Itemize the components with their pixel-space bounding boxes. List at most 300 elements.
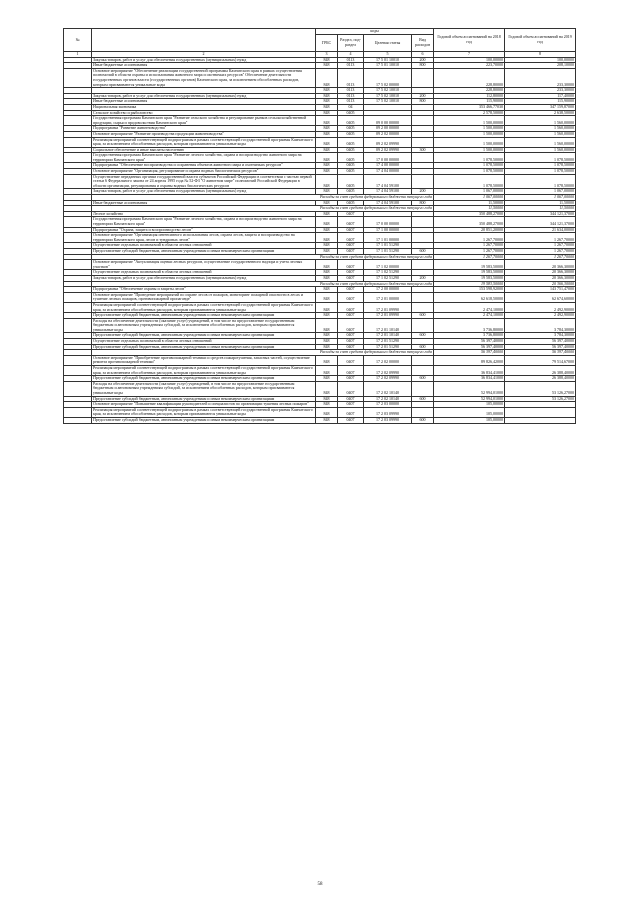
grbs-code: 848 [316, 110, 338, 116]
amount-2018: 62 618,50000 [434, 292, 505, 302]
grbs-code: 848 [316, 355, 338, 365]
amount-2018: 1 267,70000 [434, 254, 505, 260]
razdel-code: 0407 [338, 417, 364, 423]
row-name: Реализация мероприятий соответствующей подпрограммы в рамках соответствующей государственной программы Камчатского края, за исключением обособленных расходов, которым присваиваются уникальные коды [92, 366, 316, 376]
target-article-code: 17 5 01 10010 [364, 57, 412, 63]
target-article-code: 17 2 02 10140 [364, 396, 412, 402]
target-article-code: 17 2 01 10140 [364, 318, 412, 333]
grbs-code: 848 [316, 174, 338, 189]
column-number-cell: 4 [338, 52, 364, 58]
amount-2019: 79 514,67000 [505, 355, 576, 365]
razdel-code: 0407 [338, 302, 364, 312]
amount-2019: 1 067,00000 [505, 189, 576, 195]
grbs-code: 848 [316, 333, 338, 339]
expense-type-code: 600 [412, 417, 434, 423]
grbs-code: 848 [316, 116, 338, 126]
amount-2018: 105,00000 [434, 417, 505, 423]
grbs-code: 848 [316, 99, 338, 105]
razdel-code: 0407 [338, 233, 364, 243]
grbs-code: 848 [316, 211, 338, 217]
target-article-code: 17 2 03 09990 [364, 407, 412, 417]
amount-2018: 1 078,50000 [434, 163, 505, 169]
target-article-code: 17 2 01 51290 [364, 344, 412, 350]
row-number-cell [64, 233, 92, 243]
row-name: Государственная программа Камчатского края "Развитие лесного хозяйства, охрана и воспроизводство животного мира на территории Камчатского края" [92, 153, 316, 163]
row-number-cell [64, 217, 92, 227]
amount-2018: 3 736,80000 [434, 318, 505, 333]
amount-2018: 52 994,01000 [434, 396, 505, 402]
expense-type-code: 200 [412, 275, 434, 281]
row-name: Иные бюджетные ассигнования [92, 99, 316, 105]
razdel-code: 0407 [338, 318, 364, 333]
expense-type-code [412, 260, 434, 270]
grbs-code: 848 [316, 147, 338, 153]
grbs-code: 848 [316, 189, 338, 195]
amount-2019: 1 067,00000 [505, 195, 576, 201]
row-name: Реализация мероприятий соответствующей подпрограммы в рамках соответствующей государственной программы Камчатского края, за исключением обособленных расходов, которым присваиваются уникальные коды [92, 407, 316, 417]
target-article-code: 09 2 02 00000 [364, 131, 412, 137]
expense-type-code: 800 [412, 99, 434, 105]
row-number-cell [64, 260, 92, 270]
target-article-code: 17 4 04 59100 [364, 174, 412, 189]
row-name: Предоставление субсидий бюджетным, автономным учреждениям и иным некоммерческим организациям [92, 248, 316, 254]
grbs-code: 848 [316, 131, 338, 137]
amount-2018: 20 851,20000 [434, 227, 505, 233]
razdel-code: 0405 [338, 169, 364, 175]
row-number-cell [64, 366, 92, 376]
row-name: Государственная программа Камчатского края "Развитие сельского хозяйства и регулирование рынков сельскохозяйственной продукции, сырья и продовольствия Камчатского края" [92, 116, 316, 126]
amount-2018: 228,80000 [434, 68, 505, 87]
row-number-cell [64, 355, 92, 365]
grbs-code: 848 [316, 318, 338, 333]
row-name: Закупка товаров, работ и услуг для обеспечения государственных (муниципальных) нужд [92, 57, 316, 63]
amount-2018: 56 397,40000 [434, 344, 505, 350]
row-number-cell [64, 116, 92, 126]
row-name: Основное мероприятие "Развитие производства продукции животноводства" [92, 131, 316, 137]
razdel-code: 0405 [338, 116, 364, 126]
amount-2018: 115,90000 [434, 99, 505, 105]
razdel-code: 0407 [338, 407, 364, 417]
target-article-code: 17 2 01 10140 [364, 333, 412, 339]
target-article-code: 17 4 00 00000 [364, 163, 412, 169]
table-row [64, 116, 576, 126]
expense-type-code [412, 68, 434, 87]
column-number-cell: 7 [434, 52, 505, 58]
amount-2018: 19 583,50000 [434, 275, 505, 281]
amount-2019: 2 638,50000 [505, 110, 576, 116]
page-number: 58 [317, 882, 323, 887]
amount-2019: 143 751,47000 [505, 287, 576, 293]
amount-2018: 350 488,27000 [434, 217, 505, 227]
amount-2019: 20 366,30000 [505, 260, 576, 270]
amount-2019: 1 078,50000 [505, 174, 576, 189]
row-number-cell [64, 417, 92, 423]
razdel-code: 0407 [338, 402, 364, 408]
header-2019: Годовой объем ассигнований на 2019 год [505, 29, 576, 52]
razdel-code: 0407 [338, 333, 364, 339]
table-row [64, 318, 576, 333]
grbs-code: 848 [316, 217, 338, 227]
amount-2018: 1 500,00000 [434, 137, 505, 147]
table-row [64, 292, 576, 302]
target-article-code: 17 2 01 51290 [364, 339, 412, 345]
grbs-code: 848 [316, 407, 338, 417]
target-article-code: 17 5 02 10010 [364, 88, 412, 94]
row-name: Расходы на обеспечение деятельности (оказание услуг) учреждений, в том числе на предоставление государственным бюджетным и автономным учреждениям субсидий, за исключением обособленных расходов, которым присваиваются уникальные коды [92, 381, 316, 396]
target-article-code: 17 2 02 09990 [364, 376, 412, 382]
note-text: Расходы за счет средств федерального бюджета текущего года [92, 254, 434, 260]
amount-2018: 89 826,42000 [434, 355, 505, 365]
target-article-code: 17 2 03 09990 [364, 417, 412, 423]
razdel-code: 0407 [338, 292, 364, 302]
razdel-code: 0113 [338, 57, 364, 63]
amount-2019: 115,90000 [505, 99, 576, 105]
table-row [64, 174, 576, 189]
header-2018: Годовой объем ассигнований на 2018 год [434, 29, 505, 52]
razdel-code: 0407 [338, 275, 364, 281]
razdel-code: 0405 [338, 110, 364, 116]
target-article-code: 17 5 02 10010 [364, 99, 412, 105]
amount-2019: 1 078,50000 [505, 163, 576, 169]
amount-2018: 1 067,00000 [434, 189, 505, 195]
row-name: Предоставление субсидий бюджетным, автономным учреждениям и иным некоммерческим организациям [92, 396, 316, 402]
amount-2018: 100,00000 [434, 57, 505, 63]
header-vr: Вид расходов [412, 35, 434, 52]
column-number-cell: 8 [505, 52, 576, 58]
expense-type-code: 600 [412, 333, 434, 339]
expense-type-code [412, 381, 434, 396]
header-name [92, 29, 316, 52]
table-row [64, 366, 576, 376]
row-name: Расходы на обеспечение деятельности (оказание услуг) учреждений, в том числе на предоставление государственным бюджетным и автономным учреждениям субсидий, за исключением обособленных расходов, которым присваиваются уникальные коды [92, 318, 316, 333]
grbs-code: 848 [316, 153, 338, 163]
budget-table [63, 28, 576, 424]
target-article-code: 09 2 02 09990 [364, 147, 412, 153]
amount-2019: 3 784,30000 [505, 333, 576, 339]
amount-2018: 153 598,92000 [434, 287, 505, 293]
grbs-code: 848 [316, 292, 338, 302]
amount-2019: 117,40000 [505, 93, 576, 99]
column-number-cell: 2 [92, 52, 316, 58]
row-name: Подпрограмма "Обеспечение охраны и защиты лесов" [92, 287, 316, 293]
amount-2019: 233,30000 [505, 88, 576, 94]
row-name: Подпрограмма "Охрана, защита и воспроизводство лесов" [92, 227, 316, 233]
note-text: Расходы за счет средств федерального бюджета текущего года [92, 281, 434, 287]
amount-2019: 1 267,70000 [505, 248, 576, 254]
column-number-cell: 1 [64, 52, 92, 58]
expense-type-code: 600 [412, 313, 434, 319]
target-article-code: 17 0 00 00000 [364, 217, 412, 227]
amount-2019: 347 159,87000 [505, 104, 576, 110]
grbs-code: 848 [316, 275, 338, 281]
header-num: № [64, 29, 92, 52]
target-article-code: 17 1 02 00000 [364, 260, 412, 270]
amount-2019: 100,00000 [505, 57, 576, 63]
razdel-code: 0407 [338, 344, 364, 350]
note-text: Расходы за счет средств федерального бюджета текущего года [92, 206, 434, 212]
table-row [64, 260, 576, 270]
razdel-code: 0407 [338, 366, 364, 376]
amount-2019 [505, 407, 576, 417]
amount-2019: 20 366,30000 [505, 281, 576, 287]
amount-2019: 1 078,50000 [505, 153, 576, 163]
amount-2019: 1 078,50000 [505, 169, 576, 175]
razdel-code: 0113 [338, 99, 364, 105]
razdel-code: 0405 [338, 126, 364, 132]
row-name: Предоставление субсидий бюджетным, автономным учреждениям и иным некоммерческим организациям [92, 313, 316, 319]
header-razdel: Раздел, под-раздел [338, 35, 364, 52]
razdel-code: 0113 [338, 93, 364, 99]
row-name: Закупка товаров, работ и услуг для обеспечения государственных (муниципальных) нужд [92, 93, 316, 99]
amount-2018: 2 474,10000 [434, 302, 505, 312]
amount-2019: 2 492,90000 [505, 313, 576, 319]
table-row [64, 302, 576, 312]
amount-2018: 105,00000 [434, 407, 505, 417]
grbs-code: 848 [316, 243, 338, 249]
grbs-code: 848 [316, 270, 338, 276]
grbs-code: 848 [316, 260, 338, 270]
grbs-code: 848 [316, 104, 338, 110]
row-name: Реализация мероприятий соответствующей подпрограммы в рамках соответствующей государственной программы Камчатского края, за исключением обособленных расходов, которым присваиваются уникальные коды [92, 137, 316, 147]
row-number-cell [64, 318, 92, 333]
amount-2018: 11,50000 [434, 200, 505, 206]
table-row [64, 381, 576, 396]
table-row [64, 355, 576, 365]
target-article-code: 17 2 02 00000 [364, 355, 412, 365]
grbs-code: 848 [316, 313, 338, 319]
amount-2019: 56 397,40000 [505, 350, 576, 356]
target-article-code: 17 5 01 10010 [364, 63, 412, 69]
expense-type-code: 800 [412, 63, 434, 69]
row-name: Реализация мероприятий соответствующей подпрограммы в рамках соответствующей государственной программы Камчатского края, за исключением обособленных расходов, которым присваиваются уникальные коды [92, 302, 316, 312]
target-article-code: 17 5 02 10010 [364, 93, 412, 99]
grbs-code: 848 [316, 227, 338, 233]
grbs-code: 848 [316, 248, 338, 254]
row-name: Иные бюджетные ассигнования [92, 200, 316, 206]
amount-2019: 1 560,00000 [505, 126, 576, 132]
amount-2018: 19 583,50000 [434, 270, 505, 276]
expense-type-code: 300 [412, 147, 434, 153]
amount-2019: 233,30000 [505, 68, 576, 87]
target-article-code: 09 0 00 00000 [364, 116, 412, 126]
razdel-code: 0407 [338, 211, 364, 217]
table-row [64, 153, 576, 163]
amount-2019: 3 784,30000 [505, 318, 576, 333]
row-number-cell [64, 292, 92, 302]
header-cs: Целевая статья [364, 35, 412, 52]
amount-2019: 26 388,40000 [505, 366, 576, 376]
amount-2019: 53 126,27000 [505, 381, 576, 396]
expense-type-code: 600 [412, 376, 434, 382]
row-name: Закупка товаров, работ и услуг для обеспечения государственных (муниципальных) нужд [92, 275, 316, 281]
target-article-code: 17 0 00 00000 [364, 153, 412, 163]
amount-2018: 1 500,00000 [434, 126, 505, 132]
target-article-code: 17 1 01 51290 [364, 248, 412, 254]
amount-2019: 11,50000 [505, 200, 576, 206]
row-number-cell [64, 407, 92, 417]
amount-2018: 11,50000 [434, 206, 505, 212]
amount-2018: 1 267,70000 [434, 248, 505, 254]
amount-2018: 52 994,01000 [434, 381, 505, 396]
razdel-code: 0407 [338, 313, 364, 319]
target-article-code: 17 1 02 51290 [364, 270, 412, 276]
row-name: Основное мероприятие "Проведение мероприятий по охране лесов от пожаров, мониторинг пожарной опасности в лесах и тушение лесных пожаров, противопожарной пропаганде" [92, 292, 316, 302]
expense-type-code [412, 217, 434, 227]
razdel-code: 0113 [338, 88, 364, 94]
razdel-code: 0113 [338, 63, 364, 69]
row-name: Осуществление отдельных полномочий в области лесных отношений [92, 339, 316, 345]
expense-type-code [412, 153, 434, 163]
row-name: Национальная экономика [92, 104, 316, 110]
row-name: Сельское хозяйство и рыболовство [92, 110, 316, 116]
table-row [64, 233, 576, 243]
razdel-code: 0405 [338, 200, 364, 206]
amount-2019: 1 267,70000 [505, 243, 576, 249]
expense-type-code: 600 [412, 396, 434, 402]
amount-2018: 1 500,00000 [434, 116, 505, 126]
target-article-code: 17 4 04 59100 [364, 189, 412, 195]
amount-2018: 36 834,41000 [434, 366, 505, 376]
amount-2019: 11,50000 [505, 206, 576, 212]
expense-type-code: 200 [412, 93, 434, 99]
razdel-code: 0407 [338, 248, 364, 254]
amount-2019: 1 560,00000 [505, 137, 576, 147]
row-number-cell [64, 68, 92, 87]
razdel-code: 0407 [338, 381, 364, 396]
grbs-code: 848 [316, 169, 338, 175]
razdel-code: 0407 [338, 217, 364, 227]
razdel-code: 0407 [338, 243, 364, 249]
target-article-code: 17 2 01 09990 [364, 302, 412, 312]
amount-2018: 3 736,80000 [434, 333, 505, 339]
row-name: Основное мероприятие "Организация интенсивного использования лесов, охрана лесов, защита и воспроизводство на территории Камчатского края, лесов и тундровых лесов" [92, 233, 316, 243]
row-name: Подпрограмма "Развитие животноводства" [92, 126, 316, 132]
grbs-code: 848 [316, 366, 338, 376]
expense-type-code [412, 302, 434, 312]
razdel-code: 0113 [338, 68, 364, 87]
row-name: Предоставление субсидий бюджетным, автономным учреждениям и иным некоммерческим организациям [92, 333, 316, 339]
amount-2019: 1 560,00000 [505, 147, 576, 153]
amount-2018: 1 500,00000 [434, 131, 505, 137]
amount-2019: 56 397,40000 [505, 339, 576, 345]
amount-2018: 2 474,10000 [434, 313, 505, 319]
row-name: Государственная программа Камчатского края "Развитие лесного хозяйства, охрана и воспроизводство животного мира на территории Камчатского края" [92, 217, 316, 227]
amount-2019: 53 126,27000 [505, 396, 576, 402]
amount-2018: 1 500,00000 [434, 147, 505, 153]
target-article-code: 17 2 02 10140 [364, 381, 412, 396]
razdel-code: 0407 [338, 260, 364, 270]
budget-table-sheet [63, 28, 575, 424]
expense-type-code [412, 174, 434, 189]
row-number-cell [64, 137, 92, 147]
row-name: Социальное обеспечение и иные выплаты населению [92, 147, 316, 153]
expense-type-code [412, 116, 434, 126]
grbs-code: 848 [316, 57, 338, 63]
row-name: Основное мероприятие "Приобретение противопожарной техники и средств пожаротушения, запасных частей, осуществление ремонта противопожарной техники" [92, 355, 316, 365]
amount-2018: 56 397,40000 [434, 350, 505, 356]
row-name: Иные бюджетные ассигнования [92, 63, 316, 69]
grbs-code: 848 [316, 137, 338, 147]
row-name: Осуществление отдельных полномочий в области лесных отношений [92, 270, 316, 276]
header-codes: коды [316, 29, 434, 35]
row-name: Лесное хозяйство [92, 211, 316, 217]
grbs-code: 848 [316, 381, 338, 396]
expense-type-code: 600 [412, 248, 434, 254]
razdel-code: 0405 [338, 137, 364, 147]
row-number-cell [64, 153, 92, 163]
razdel-code: 0407 [338, 227, 364, 233]
amount-2018: 2 578,50000 [434, 110, 505, 116]
grbs-code: 848 [316, 402, 338, 408]
grbs-code: 848 [316, 88, 338, 94]
row-name: Основное мероприятие "Обеспечение реализации государственной программы Камчатского края в рамках осуществления полномочий в области охраны и использования животного мира и охотничьих ресурсов" Обеспечение деятельности государственных органов власти (государственных органов) Камчатского края, за исключением обособленных расходов, которым присваиваются уникальные коды [92, 68, 316, 87]
amount-2019: 1 560,00000 [505, 131, 576, 137]
amount-2018: 56 397,40000 [434, 339, 505, 345]
amount-2019: 56 397,40000 [505, 344, 576, 350]
amount-2018: 1 078,50000 [434, 174, 505, 189]
razdel-code: 0407 [338, 339, 364, 345]
note-text: Расходы за счет средств федерального бюджета текущего года [92, 195, 434, 201]
grbs-code: 848 [316, 339, 338, 345]
row-name: Предоставление субсидий бюджетным, автономным учреждениям и иным некоммерческим организациям [92, 417, 316, 423]
grbs-code: 848 [316, 63, 338, 69]
grbs-code: 848 [316, 344, 338, 350]
razdel-code: 0405 [338, 189, 364, 195]
razdel-code: 0405 [338, 174, 364, 189]
row-name: Основное мероприятие "Организация, регулирование и охрана водных биологических ресурсов" [92, 169, 316, 175]
target-article-code: 17 2 01 09990 [364, 313, 412, 319]
razdel-code: 0407 [338, 270, 364, 276]
amount-2019: 1 267,70000 [505, 254, 576, 260]
razdel-code: 0405 [338, 147, 364, 153]
table-row [64, 407, 576, 417]
target-article-code: 17 2 00 00000 [364, 287, 412, 293]
grbs-code: 848 [316, 68, 338, 87]
grbs-code: 848 [316, 163, 338, 169]
amount-2018: 223,70000 [434, 63, 505, 69]
amount-2019: 20 366,30000 [505, 270, 576, 276]
target-article-code: 17 1 02 51290 [364, 275, 412, 281]
target-article-code: 17 2 01 00000 [364, 292, 412, 302]
razdel-code: 0407 [338, 376, 364, 382]
table-row [64, 217, 576, 227]
expense-type-code [412, 292, 434, 302]
amount-2018: 112,80000 [434, 93, 505, 99]
target-article-code: 09 2 02 09990 [364, 137, 412, 147]
row-number-cell [64, 381, 92, 396]
grbs-code: 848 [316, 302, 338, 312]
grbs-code: 848 [316, 126, 338, 132]
row-name: Осуществление отдельных полномочий в области лесных отношений [92, 243, 316, 249]
expense-type-code: 200 [412, 57, 434, 63]
razdel-code: 0405 [338, 153, 364, 163]
amount-2019: 20 366,30000 [505, 275, 576, 281]
grbs-code: 848 [316, 396, 338, 402]
row-number-cell [64, 174, 92, 189]
razdel-code: 0407 [338, 355, 364, 365]
column-number-cell: 6 [412, 52, 434, 58]
grbs-code: 848 [316, 200, 338, 206]
amount-2018: 353 466,77030 [434, 104, 505, 110]
amount-2019 [505, 417, 576, 423]
amount-2019: 1 267,70000 [505, 233, 576, 243]
expense-type-code: 600 [412, 344, 434, 350]
row-name: Закупка товаров, работ и услуг для обеспечения государственных (муниципальных) нужд [92, 189, 316, 195]
table-row [64, 137, 576, 147]
grbs-code: 848 [316, 287, 338, 293]
target-article-code: 17 1 00 00000 [364, 227, 412, 233]
target-article-code: 09 2 00 00000 [364, 126, 412, 132]
